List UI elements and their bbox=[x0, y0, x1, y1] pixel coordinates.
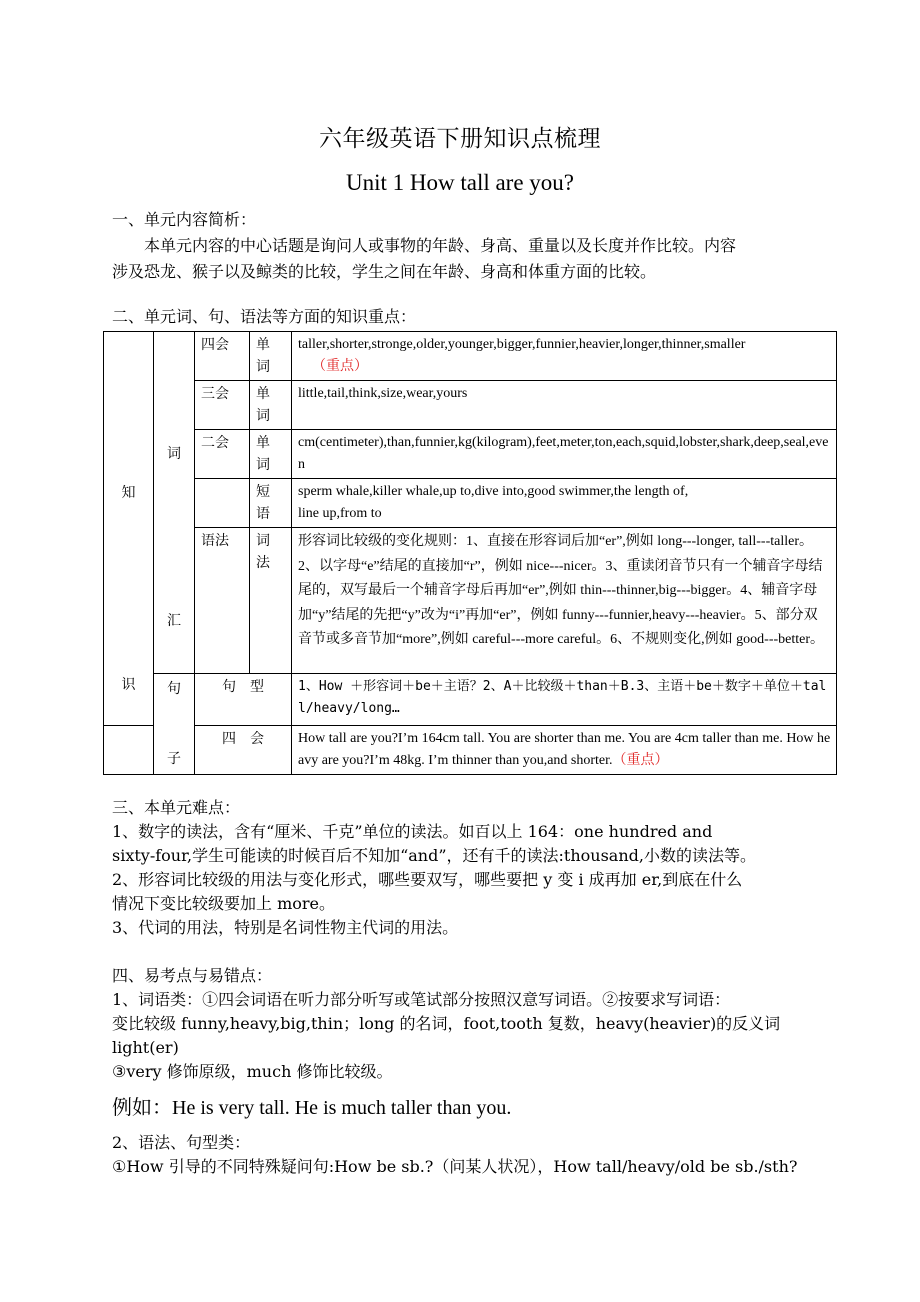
type-ci: 词 bbox=[256, 457, 270, 473]
level-sihui: 四会 bbox=[195, 332, 250, 381]
type-dan: 单 bbox=[256, 435, 270, 451]
knowledge-side-bottom bbox=[104, 726, 154, 775]
vocabulary-side-cell bbox=[154, 332, 195, 674]
example-sentence: 例如：He is very tall. He is much taller than you. bbox=[112, 1097, 512, 1119]
erhui-words: cm(centimeter),than,funnier,kg(kilogram),feet,meter,ton,each,squid,lobster,shark,deep,seal,even bbox=[292, 430, 837, 479]
unit-title: Unit 1 How tall are you? bbox=[345, 170, 575, 195]
type-phrase-cell bbox=[250, 479, 292, 528]
type-word-cell bbox=[250, 332, 292, 381]
phrases-cell bbox=[292, 479, 837, 528]
knowledge-side-cell bbox=[104, 332, 154, 726]
section4-p2-heading: 2、语法、句型类： bbox=[112, 1133, 251, 1152]
type-ci: 词 bbox=[256, 359, 270, 375]
sentence-patterns: 1、How ＋形容词＋be＋主语？2、A＋比较级＋than＋B.3、主语＋be＋数字＋单位＋tall/heavy/long… bbox=[292, 674, 837, 726]
section4-p1-line4: ③very 修饰原级，much 修饰比较级。 bbox=[112, 1062, 393, 1081]
sentence-side-cell bbox=[154, 674, 195, 775]
phrases-line2: line up,from to bbox=[298, 506, 382, 521]
side-char-shi: 识 bbox=[121, 676, 136, 693]
section4-p2-line1: ①How 引导的不同特殊疑问句:How be sb.?（问某人状况），How tall/heavy/old be sb./sth? bbox=[112, 1157, 798, 1176]
type-ci: 词 bbox=[256, 408, 270, 424]
section3-p2-line2: 情况下变比较级要加上 more。 bbox=[112, 894, 336, 913]
page-title: 六年级英语下册知识点梳理 bbox=[319, 126, 601, 152]
sihui-words: taller,shorter,stronge,older,younger,bigger,funnier,heavier,longer,thinner,smaller bbox=[298, 337, 746, 352]
type-yu: 语 bbox=[256, 506, 270, 522]
section3-p2-line1: 2、形容词比较级的用法与变化形式，哪些要双写，哪些要把 y 变 i 成再加 er,到底在什么 bbox=[112, 870, 743, 889]
type-dan: 单 bbox=[256, 386, 270, 402]
phrases-line1: sperm whale,killer whale,up to,dive into,good swimmer,the length of, bbox=[298, 484, 689, 499]
section3-p1-line2: sixty-four,学生可能读的时候百后不知加“and”，还有千的读法:thousand,小数的读法等。 bbox=[112, 846, 756, 865]
knowledge-table bbox=[103, 331, 837, 775]
type-duan: 短 bbox=[256, 484, 270, 500]
side-char-zhi: 知 bbox=[121, 484, 136, 501]
sihui-sentence-label: 四 会 bbox=[195, 726, 292, 775]
type-word-cell bbox=[250, 381, 292, 430]
side-char-zi: 子 bbox=[167, 751, 181, 767]
type-word-cell bbox=[250, 430, 292, 479]
grammar-rules: 形容词比较级的变化规则：1、直接在形容词后加“er”,例如 long---longer, tall---taller。2、以字母“e”结尾的直接加“r”，例如 nice---nicer。3、重读闭音节只有一个辅音字母结尾的，双写最后一个辅音字母后再加“er”,例如 thin---thinner,big---bigger。4、辅音字母加“y”结尾的先把“y”改为“i”再加“er”，例如 funny---funnier,heavy---heavier。5、部分双音节或多音节加“more”,例如 careful---more careful。6、不规则变化,例如 good---better。 bbox=[292, 528, 837, 674]
section1-line1: 本单元内容的中心话题是询问人或事物的年龄、身高、重量以及长度并作比较。内容 bbox=[144, 236, 737, 255]
level-erhui: 二会 bbox=[195, 430, 250, 479]
type-morphology-cell bbox=[250, 528, 292, 674]
section4-p1-line1: 1、词语类：①四会词语在听力部分听写或笔试部分按照汉意写词语。②按要求写词语： bbox=[112, 990, 731, 1009]
type-dan: 单 bbox=[256, 337, 270, 353]
section2-heading: 二、单元词、句、语法等方面的知识重点： bbox=[112, 307, 417, 326]
pattern-label: 句 型 bbox=[195, 674, 292, 726]
side-char-ju: 句 bbox=[167, 681, 181, 697]
section4-heading: 四、易考点与易错点： bbox=[112, 966, 273, 985]
section3-heading: 三、本单元难点： bbox=[112, 798, 241, 817]
sihui-sentences: How tall are you?I’m 164cm tall. You are shorter than me. You are 4cm taller than me. How heavy are you?I’m 48kg. I’m thinner than you,and shorter. bbox=[298, 731, 831, 768]
section1-line2: 涉及恐龙、猴子以及鲸类的比较，学生之间在年龄、身高和体重方面的比较。 bbox=[112, 262, 657, 281]
level-empty-cell bbox=[195, 479, 250, 528]
section4-p1-line3: light(er) bbox=[112, 1038, 179, 1057]
section3-p3: 3、代词的用法，特别是名词性物主代词的用法。 bbox=[112, 918, 459, 937]
sihui-sentences-cell bbox=[292, 726, 837, 775]
sanhui-words: little,tail,think,size,wear,yours bbox=[292, 381, 837, 430]
side-char-ci: 词 bbox=[167, 446, 181, 462]
side-char-hui: 汇 bbox=[167, 613, 181, 629]
section3-p1-line1: 1、数字的读法，含有“厘米、千克”单位的读法。如百以上 164：one hundred and bbox=[112, 822, 713, 841]
level-sanhui: 三会 bbox=[195, 381, 250, 430]
section1-heading: 一、单元内容简析： bbox=[112, 210, 257, 229]
section4-p1-line2: 变比较级 funny,heavy,big,thin；long 的名词，foot,tooth 复数，heavy(heavier)的反义词 bbox=[112, 1014, 781, 1033]
key-point-mark: （重点） bbox=[612, 753, 669, 768]
sihui-words-cell bbox=[292, 332, 837, 381]
type-morphology: 词法 bbox=[256, 533, 270, 571]
level-grammar: 语法 bbox=[195, 528, 250, 674]
key-point-mark: （重点） bbox=[312, 359, 368, 374]
